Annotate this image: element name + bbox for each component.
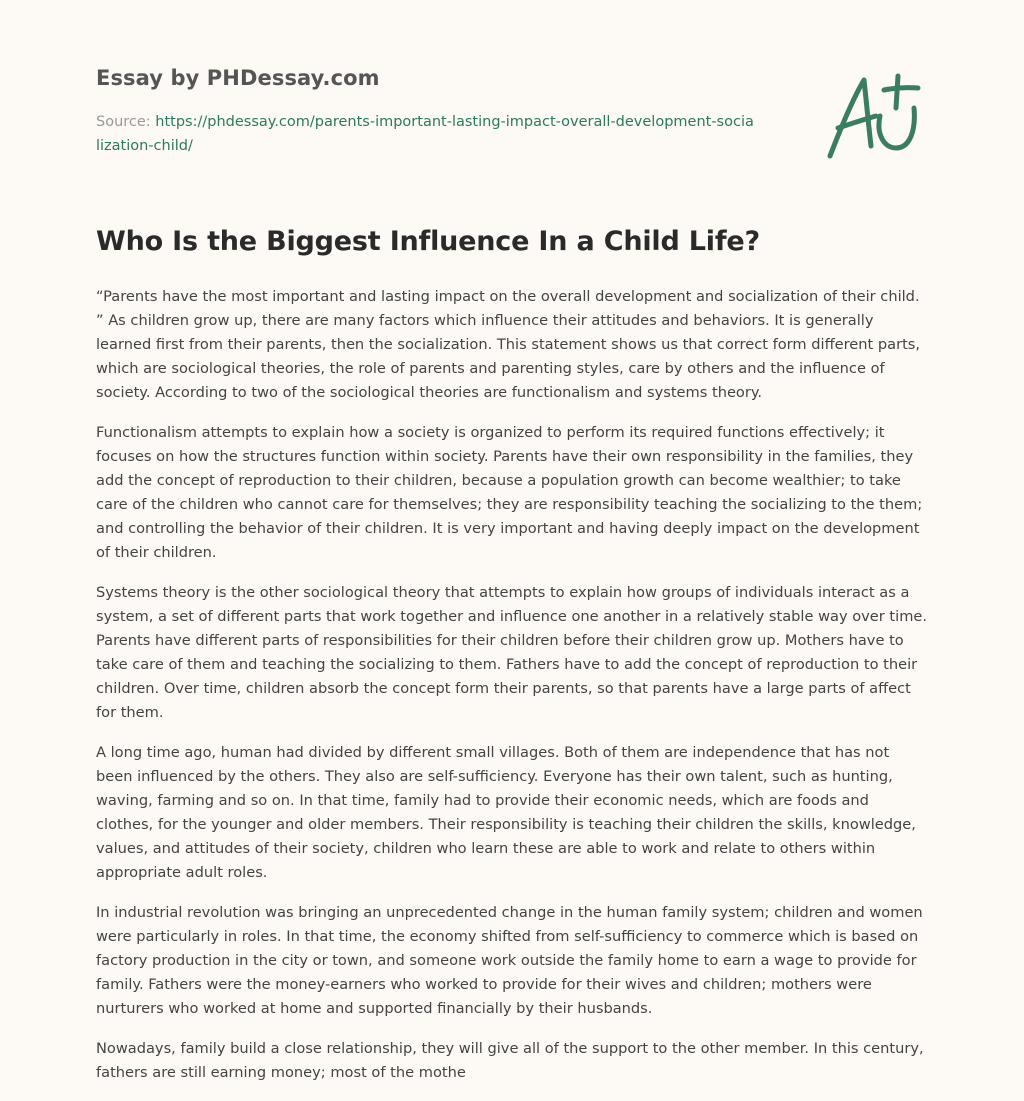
source-line (96, 110, 756, 158)
source-link[interactable]: https://phdessay.com/parents-important-lasting-impact-overall-development-socialization-child/ (96, 114, 754, 154)
paragraph: Systems theory is the other sociological theory that attempts to explain how groups of individuals interact as a system, a set of different parts that work together and influence one another in a relatively stable way over time. Parents have different parts of responsibilities for their children before their children grow up. Mothers have to take care of them and teaching the socializing to them. Fathers have to add the concept of reproduction to their children. Over time, children absorb the concept form their parents, so that parents have a large parts of affect for them. (96, 584, 928, 721)
a-plus-logo (824, 68, 924, 164)
essay-body (96, 285, 928, 1101)
paragraph: Functionalism attempts to explain how a society is organized to perform its required functions effectively; it focuses on how the structures function within society. Parents have their own responsibility in the families, they add the concept of reproduction to their children, because a population growth can become wealthier; to take care of the children who cannot care for themselves; they are responsibility teaching the socializing to the them; and controlling the behavior of their children. It is very important and having deeply impact on the development of their children. (96, 424, 923, 561)
paragraph: Nowadays, family build a close relationship, they will give all of the support to the other member. In this century, fathers are still earning money; most of the mothe (96, 1040, 924, 1081)
paragraph: A long time ago, human had divided by different small villages. Both of them are independence that has not been influenced by the others. They also are self-sufficiency. Everyone has their own talent, such as hunting, waving, farming and so on. In that time, family had to provide their economic needs, which are foods and clothes, for the younger and older members. Their responsibility is teaching their children the skills, knowledge, values, and attitudes of their society, children who learn these are able to work and relate to others within appropriate adult roles. (96, 744, 916, 881)
paragraph: “Parents have the most important and lasting impact on the overall development and socialization of their child. ” As children grow up, there are many factors which influence their attitudes and behaviors. It is generally learned first from their parents, then the socialization. This statement shows us that correct form different parts, which are sociological theories, the role of parents and parenting styles, care by others and the influence of society. According to two of the sociological theories are functionalism and systems theory. (96, 288, 921, 401)
paragraph: In industrial revolution was bringing an unprecedented change in the human family system; children and women were particularly in roles. In that time, the economy shifted from self-sufficiency to commerce which is based on factory production in the city or town, and someone work outside the family home to earn a wage to provide for family. Fathers were the money-earners who worked to provide for their wives and children; mothers were nurturers who worked at home and supported financially by their husbands. (96, 904, 923, 1017)
site-title: Essay by PHDessay.com (96, 66, 380, 90)
source-label: Source: (96, 114, 156, 130)
essay-title: Who Is the Biggest Influence In a Child Life? (96, 226, 760, 257)
